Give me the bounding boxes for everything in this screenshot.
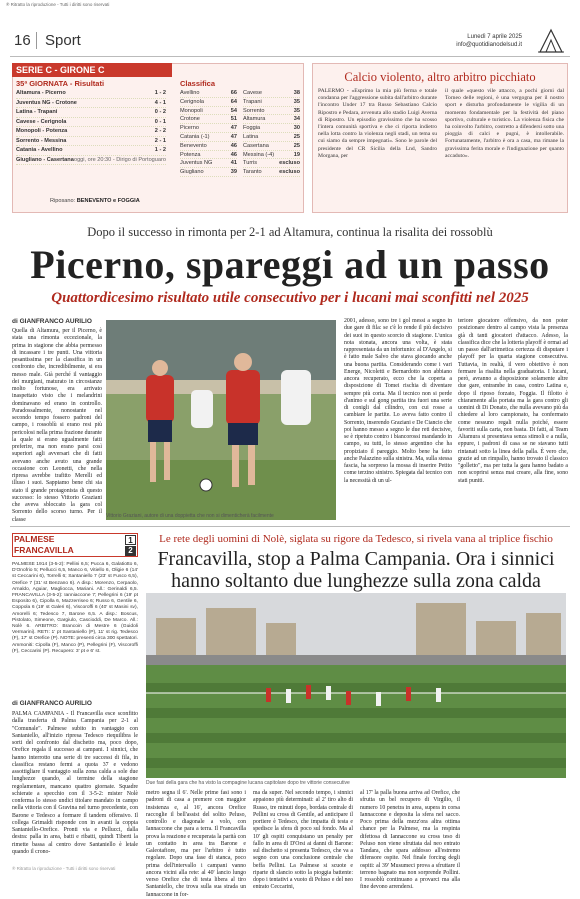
- second-col-3: ma da super. Nel secondo tempo, i sinnici appaiono più determinati: al 2' tiro alto di Russo, tre minuti dopo, bordata centrale di Pellini su cross di Gentile, ad anticipare il portiere è Tedesco, che impatta di testa e spedisce la sfera di poco sul fondo. Ma al 10' gli ospiti conquistano un penalty per fallo in area di D'Orsi ai danni di Barone: sul dischetto si presenta Tedesco, che va a segno con una conclusione centrale che beffa Pellini. La Palmese si scuote e riparte di slancio sotto la pioggia battente: dopo i tentativi a vuoto di Peluso e del neo entrato Ceccarini,: [253, 790, 353, 891]
- standings-team: Casertana: [243, 142, 269, 149]
- second-kicker: Le rete degli uomini di Nolè, siglata su rigore da Tedesco, si rivela vana al triplice fischio: [159, 533, 553, 545]
- home-score: 1: [125, 535, 136, 545]
- side-article-title: Calcio violento, altro arbitro picchiato: [344, 70, 536, 84]
- standings-points: 64: [230, 98, 237, 105]
- standings-points: escluso: [279, 169, 300, 176]
- standings-row: [243, 107, 300, 116]
- standings-points: 39: [230, 169, 237, 176]
- standings-row: [243, 124, 300, 133]
- standings-team: Monopoli: [180, 107, 203, 114]
- standings-points: 66: [230, 90, 237, 96]
- standings-row: [180, 159, 237, 168]
- standings-team: Altamura: [243, 116, 266, 123]
- result-row: Juventus NG - Crotone 4 - 1: [16, 99, 166, 109]
- standings-points: 25: [293, 142, 300, 149]
- standings-team: Sorrento: [243, 107, 265, 114]
- standings-box-title: SERIE C - GIRONE C: [12, 63, 172, 77]
- standings-row: [243, 151, 300, 160]
- standings-col-right: [243, 89, 300, 177]
- standings-points: 47: [230, 133, 237, 140]
- second-photo-caption: Due fasi della gara che ha visto la compagine lucana capitolare dopo tre vittorie consecutive: [146, 780, 350, 786]
- main-kicker: Dopo il successo in rimonta per 2-1 ad Altamura, continua la risalita dei rossoblù: [87, 225, 493, 239]
- standings-team: Cerignola: [180, 98, 204, 105]
- standings-points: 54: [230, 107, 237, 114]
- date: Lunedì 7 aprile 2025: [467, 34, 522, 40]
- result-row: Catania - Avellino 1 - 2: [16, 146, 166, 156]
- main-col-4: teriore giocatore offensivo, da non poter posizionare dentro al campo vista la presenza già di tanti giocatori d'attacco. Adesso, la classifica dice che la lotteria playoff è ormai ad un passo dall'aritmetica certezza di disputare i playoff per la quarta stagione consecutiva. Tuttavia, in realtà, il vero obiettivo è non fermare la risalita nella graduatoria. I lucani, però, avranno a disposizione solamente altre due gare, entrambe in casa, contro Latina e, dopo il riposo forzato, Foggia. Il filotto è chiaramente alla portata ma la gara contro gli uomini di Di Donato, che nulla avevano più da chiedere al loro campionato, ha confermato come nessuno regali nulla poiché, essere favoriti sulla carta, non basta. Di fatti, al Team Altamura si presentava senza stimoli e a nulla, eppure, i padroni di casa se ne stavano tutti rintanati sotto la linea della palla. È vero che, grazie ad un rimpallo, hanno trovato il classico "golletto", ma per tutta la gara hanno badato a non scoprirsi senza mai creare, alla fine, sono stati puniti.: [458, 318, 568, 484]
- standings-row: [243, 133, 300, 142]
- standings-row: [180, 133, 237, 142]
- standings-row: [180, 115, 237, 124]
- standings-team: Crotone: [180, 116, 200, 123]
- standings-team: Juventus NG: [180, 160, 213, 167]
- second-headline: Francavilla, stop a Palma Campania. Ora i sinnici hanno soltanto due lunghezze sulla zona calda: [157, 548, 555, 592]
- standings-row: [180, 98, 237, 107]
- side-article-body: [318, 88, 564, 160]
- second-col-2: metro segna il 6'. Nelle prime fasi sono i padroni di casa a premere con maggior insistenza e, al 16', ancora Orefice raccoglie il bell'assist del solito Peluso, controllo e diagonale a volo, con Iannaccone che para a terra. Il Francavilla prova la reazione e recuperata la parità con un contatto in area tra Barone e Galeotafiore, ma per l'arbitro è tutto regolare. Dopo una fase di stanca, poco prima dell'intervallo i campani vanno ancora vicini alla rete: al 40' lancio lungo verso Orefice che di testa libera al tiro Santaniello, che trova sulla sua strada un Iannaccone in for-: [146, 790, 246, 898]
- main-headline: Picerno, spareggi ad un passo: [30, 242, 550, 287]
- results-list: [16, 89, 166, 165]
- away-team: FRANCAVILLA: [14, 545, 74, 555]
- result-row: Sorrento - Messina 2 - 1: [16, 137, 166, 147]
- standings-points: 46: [230, 151, 237, 158]
- top-strip: ® Ritratto la riproduzione - Tutti i diritti sono riservati: [6, 2, 110, 7]
- standings-team: Taranto: [243, 169, 262, 176]
- standings-row: [180, 124, 237, 133]
- standings-title: Classifica: [180, 79, 216, 88]
- standings-row: [180, 142, 237, 151]
- standings-points: 46: [230, 142, 237, 149]
- header-divider: [10, 56, 570, 57]
- dateline: [456, 33, 522, 49]
- result-row: Altamura - Picerno 1 - 2: [16, 89, 166, 99]
- standings-team: Foggia: [243, 125, 261, 132]
- round-title: 35ª GIORNATA - Risultati: [16, 79, 105, 88]
- main-col-3: 2001, adesso, sono tre i gol messi a segno in due gare di fila: se c'è lo rende il più decisivo dei suoi in questo scorcio di stagione. L'unica nota stonata, ancora una volta, è stata rappresentata da un infortunio: al D'Angelo, si è fatto male Salvo che stava giocando anche una buona partita. Considerando come i vari Energe, Nicoletti e Bernardotto non abbiano ancora recuperato, ecco che la coperta a disposizione di Tomei rischia di diventare sempre più corta. Ma il tecnico non si perde d'animo e sul gong partita tira fuori una serie di conigli dal cilindro, con cui rosse a cambiare le partite. Lo aveva fatto contro il Sorrento, inserendo Graziani e De Ciancio che poi hanno messo a segno le due reti decisive, se è ripetuto contro i biancorossi mandando in campo, su tutti, lo stesso argentino che ha propiziato il pareggio. Molto bene ha fatto anche Palazzino sulla sinistra. Ma, sulla stessa fascia, ha sorpreso la mossa di inserire Petito come terzino sinistro. Spiegata dal tecnico con la necessità di un ul-: [344, 318, 453, 484]
- standings-points: 35: [293, 107, 300, 114]
- page-number: 16: [14, 32, 31, 49]
- newspaper-logo-icon: [536, 28, 566, 54]
- standings-points: 38: [293, 90, 300, 96]
- main-byline: di GIANFRANCO AURILIO: [12, 318, 92, 325]
- standings-team: Catania (-1): [180, 133, 210, 140]
- standings-points: 34: [293, 116, 300, 123]
- standings-points: 19: [293, 151, 300, 158]
- standings-row: [180, 89, 237, 98]
- standings-row: [243, 142, 300, 151]
- second-col-4: al 17' la palla buona arriva ad Orefice, che sfrutta un bel recupero di Virgilio, il numero 10 penetra in area, supera in corsa Iannaccone e deposita la sfera nel sacco. Poco prima della mezz'ora altra ottima chance per la Palmese, ma la respinta difettosa di Iannaccone su cross teso di Peluso non viene sfruttata dal neo entrato Tandara, che spara addosso all'estremo difensore ospite. Nel finale forcing degli ospiti: al 39' Musumeci prova a sfruttare il terreno bagnato ma non sorprende Pollini. I rossoblù continuano a provarci ma alla fine devono arrendersi.: [360, 790, 460, 891]
- standings-points: 25: [293, 133, 300, 140]
- side-article-col: il quale «questo vile attacco, a pochi giorni dal Torneo delle regioni, è una vergogna per il nostro sport e disturba profondamente le vigilia di un momento fondamentale per la festività del piano sportivo, culturale e turistico. La violenza fisica che ha coinvolto l'arbitro, costretto a difendersi sotto una pioggia di calci e pugni, è intollerabile. Fortunatamente, l'arbitro è ora a casa, ma rimane la gravissima ferita morale e l'indignazione per quanto accaduto».: [445, 88, 564, 159]
- second-photo: [146, 593, 566, 778]
- email: info@quotidianodelsud.it: [456, 42, 522, 48]
- standings-table: [180, 89, 300, 177]
- standings-team: Picerno: [180, 125, 199, 132]
- second-col-1: PALMA CAMPANIA - Il Francavilla esce sconfitto dalla trasferta di Palma Campania per 2-1 al "Comunale". Palmese subito in vantaggio con Santaniello, all'inizio ripresa Tedesco riequilibra le sorti del confronto dal dischetto ma, poco dopo, Orefice regala il successo ai campani. I sinnici, che hanno interrotto una serie di tre successi di fila, in classifica restano fermi a quota 37 e vedono assottigliare il vantaggio sulla zona calda a sole due lunghezze quando, al termine della stagione regolamentare, mancano quattro giornate. Squadre schierate a specchio con il 3-5-2: mister Nolè conferma lo stesso undici titolare mandato in campo nella vittoria con il Gravina nel turno precedente, con Barone e Tedesco a formare il tandem offensivo. Il collega Grimaldi risponde con in avanti la coppia Santaniello-Orefice. Pronti via e Pellucci, dalla destra: palla in area, batti e ribatti, quindi Tiberti la rimette bassa al centro dove Santaniello è letale quando il crono-: [12, 711, 138, 855]
- section-divider: [10, 526, 570, 527]
- standings-row: [180, 107, 237, 116]
- main-photo: [106, 320, 336, 520]
- home-team: PALMESE: [14, 534, 55, 544]
- standings-row: [243, 168, 300, 177]
- standings-row: [243, 115, 300, 124]
- section-title: Sport: [36, 32, 81, 49]
- main-col-1: Quella di Altamura, per il Picerno, è stata una rimonta eccezionale, la prima in stagione che abbia permesso di incassare i tre punti. Una vittoria pesantissima per la classifica in un confronto che, incredibilmente, si era messo male. Già perché il vantaggio dei murgiani, maturato in circostanze molto fortunose, era arrivato inaspettato visto che i melandrini dominavano ed erano in controllo. Paradossalmente, nonostante nel secondo tempo fossero padroni del campo, i rossoblù si erano resi più pericolosi nella prima frazione durante la quale si erano ugualmente fatti preferire, ma non erano parsi così superiori agli avversari che di fatti avevano anche avuto una grande occasione con Leonetti, che nella ripresa avrebbe trafitto Merelli ed illuso i suoi. Sappiamo bene chi sia stato il grande protagonista di questo successo: lo stesso Vittorio Graziani che aveva sbloccato la gara col Sorrento dello scorso turno. Per il classe: [12, 328, 102, 523]
- away-score: 2: [125, 546, 136, 556]
- standings-points: 30: [293, 125, 300, 132]
- main-photo-caption: Vittorio Graziani, autore di una doppietta che non si dimenticherà facilmente: [106, 513, 274, 519]
- standings-row: [180, 168, 237, 177]
- main-subhead: Quattordicesimo risultato utile consecutivo per i lucani mai sconfitti nel 2025: [51, 290, 529, 306]
- standings-points: escluso: [279, 160, 300, 167]
- standings-points: 47: [230, 125, 237, 132]
- standings-team: Turris: [243, 160, 258, 167]
- result-row: Giugliano - Casertana oggi, ore 20:30 - Dirigo di Portoguaro: [16, 156, 166, 166]
- standings-points: 41: [230, 160, 237, 167]
- second-byline: di GIANFRANCO AURILIO: [12, 700, 92, 707]
- standings-points: 35: [293, 98, 300, 105]
- standings-row: [243, 159, 300, 168]
- result-row: Cavese - Cerignola 0 - 1: [16, 118, 166, 128]
- standings-team: Latina: [243, 133, 259, 140]
- standings-team: Trapani: [243, 98, 262, 105]
- riposo-line: Riposano: BENEVENTO e FOGGIA: [50, 198, 140, 204]
- standings-col-left: [180, 89, 237, 177]
- result-row: Latina - Trapani 0 - 2: [16, 108, 166, 118]
- standings-points: 51: [230, 116, 237, 123]
- side-article-col: PALERMO - «Esprimo la mia più ferma e totale condanna per l'aggressione subita dall'arbitro durante l'incontro Under 17 tra Russo Sebastiano Calcio Ripostro e Pedara, avvenuta allo stadio Luigi Averna di Ripostro. Un episodio gravissimo che ha scosso l'intera comunità sportiva e che ci riporta indietro nella lotta contro la violenza negli stadi, un tema su cui siamo da sempre impegnati». Sono le parole del presidente del CR Sicilia della Lnd, Sandro Morgana, per: [318, 88, 437, 159]
- standings-row: [243, 89, 300, 98]
- standings-team: Potenza: [180, 151, 201, 158]
- standings-row: [243, 98, 300, 107]
- standings-team: Cavese: [243, 90, 262, 96]
- result-row: Monopoli - Potenza 2 - 2: [16, 127, 166, 137]
- match-report-box: PALMESE 1914 (3-5-2): Pellini 6,5; Pucca 6, Galatiotto 6, D'Onofrio 5; Pellucci 6,5, Manco 6, Vitiello 6, Oligie 6 (14' st Ceccarini 6), Torrelli 6; Santaniello 7 (23' st Fusco 6,5), Orefice 7 (31' st Benzano 6). A disp.: Morenzo, Cerpaolo, Arnaldo, Aguiar, Magliocca, Mariani. All.: Gerinaldi 6,5. FRANCAVILLA (3-5-2): Ianniaccone 7; Pellegrini 6 (19' pt Esposito 6), Cipolla 6, Mazzerriseo 6; Russo 6, Gentile 6, Coppola 6 (19' st Galeri 6), Viscoroffi 6 (40' st Masini sv), Amorelli 6; Tedesco 7, Barone 6,5. A disp.: Boscus, Pistolato, Simeone, Gargiulo, Cascioddi, De Marco. All.: Nolè 6. ARBITRO: Brancoin di Mestre 6 (Guidoli Vermarini). RETI: 1' pt Santaniello (P), 11' st rig. Tedesco (F), 17' st Orefice (P). NOTE: presenti circa 300 spettatori. Ammoniti: Cipolla (F), Manco (P), Pellegrini (F), Viscoroffi (F), Ceccarini (P). Recupero: 3' pt e 6' st.: [12, 562, 138, 654]
- standings-team: Messina (-4): [243, 151, 275, 158]
- standings-team: Giugliano: [180, 169, 204, 176]
- standings-row: [180, 151, 237, 160]
- footer: ® Ritratto la riproduzione - Tutti i diritti sono riservati: [12, 866, 116, 871]
- standings-team: Benevento: [180, 142, 207, 149]
- standings-team: Avellino: [180, 90, 200, 96]
